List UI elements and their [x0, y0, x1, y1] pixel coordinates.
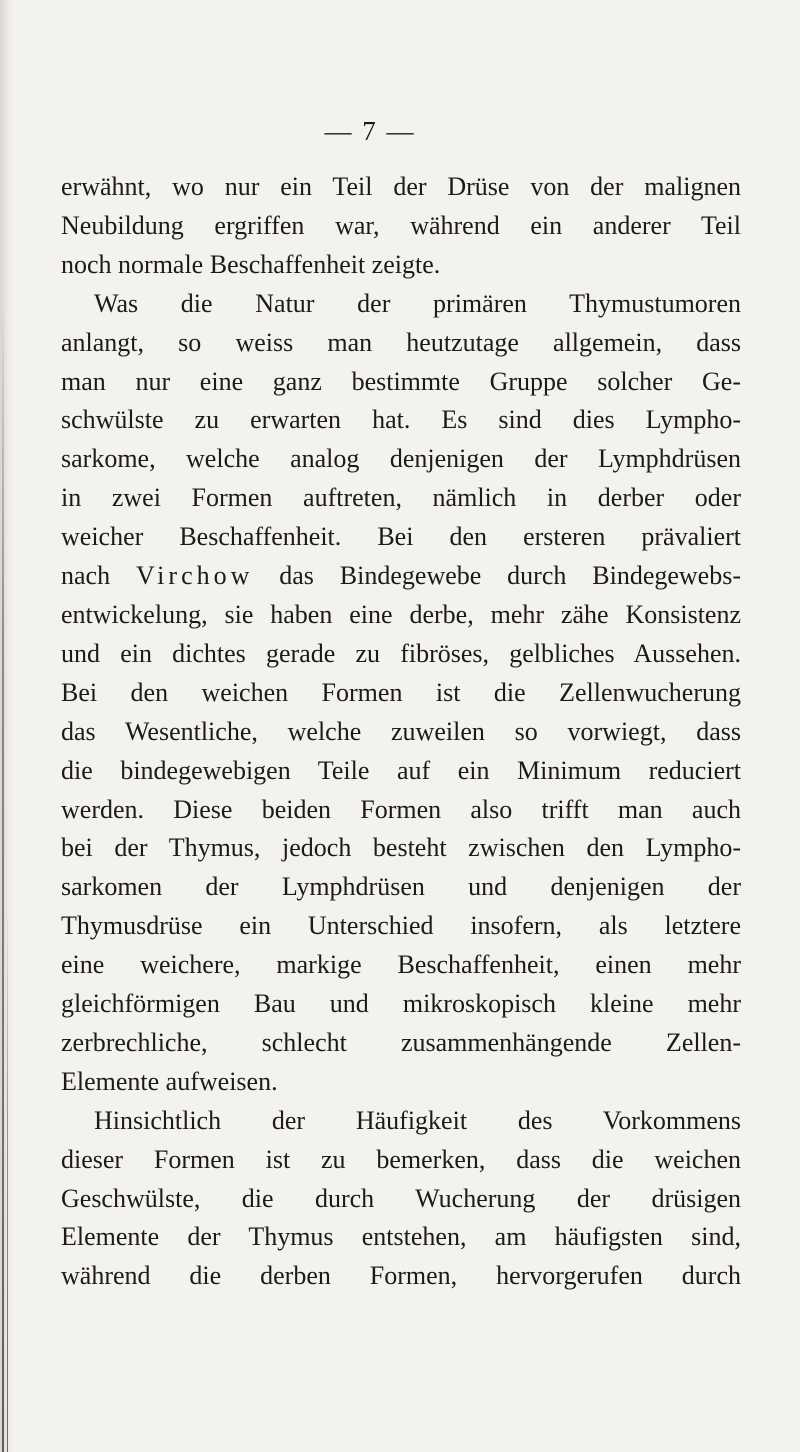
binding-edge-secondary — [7, 900, 8, 1452]
text-line: Neubildung ergriffen war, während ein anderer Teil — [61, 210, 741, 240]
text-line: und ein dichtes gerade zu fibröses, gelbliches Aussehen. — [61, 638, 741, 668]
text-line-virchow — [61, 557, 741, 596]
text-line: man nur eine ganz bestimmte Gruppe solcher Ge- — [61, 366, 741, 396]
text-line: in zwei Formen auftreten, nämlich in derber oder — [61, 483, 741, 513]
text-line: Bei den weichen Formen ist die Zellenwucherung — [61, 677, 741, 707]
text-line: zerbrechliche, schlecht zusammenhängende Zellen- — [61, 1027, 741, 1057]
text-line: anlangt, so weiss man heutzutage allgemein, dass — [61, 327, 741, 357]
text-line: Thymusdrüse ein Unterschied insofern, als letztere — [61, 911, 741, 941]
text-line: eine weichere, markige Beschaffenheit, einen mehr — [61, 950, 741, 980]
text-line: Elemente aufweisen. — [61, 1066, 278, 1096]
text-line: sarkomen der Lymphdrüsen und denjenigen der — [61, 872, 741, 902]
text-fragment: nach — [61, 561, 136, 591]
text-line: Was die Natur der primären Thymustumoren — [94, 288, 741, 318]
text-line: bei der Thymus, jedoch besteht zwischen den Lympho- — [61, 833, 741, 863]
text-line: entwickelung, sie haben eine derbe, mehr zähe Konsistenz — [61, 599, 741, 629]
text-line: während die derben Formen, hervorgerufen durch — [61, 1261, 741, 1291]
text-line: das Wesentliche, welche zuweilen so vorwiegt, dass — [61, 716, 741, 746]
text-fragment: das Bindegewebe durch Bindegewebs- — [253, 561, 741, 591]
binding-edge — [2, 300, 4, 1452]
text-line: sarkome, welche analog denjenigen der Lymphdrüsen — [61, 444, 741, 474]
text-line: gleichförmigen Bau und mikroskopisch kleine mehr — [61, 989, 741, 1019]
text-line: weicher Beschaffenheit. Bei den ersteren prävaliert — [61, 522, 741, 552]
body-text — [61, 168, 741, 1296]
text-line: Geschwülste, die durch Wucherung der drüsigen — [61, 1183, 741, 1213]
text-line: Elemente der Thymus entstehen, am häufigsten sind, — [61, 1222, 741, 1252]
text-line: die bindegewebigen Teile auf ein Minimum reduciert — [61, 755, 741, 785]
text-line: dieser Formen ist zu bemerken, dass die weichen — [61, 1144, 741, 1174]
text-line: schwülste zu erwarten hat. Es sind dies Lympho- — [61, 405, 741, 435]
text-line: werden. Diese beiden Formen also trifft man auch — [61, 794, 741, 824]
text-line: noch normale Beschaffenheit zeigte. — [61, 249, 441, 279]
text-line: erwähnt, wo nur ein Teil der Drüse von der malignen — [61, 172, 741, 201]
text-line: Hinsichtlich der Häufigkeit des Vorkommens — [94, 1105, 741, 1135]
author-name: Virchow — [135, 561, 254, 591]
page-number: — 7 — — [324, 116, 416, 146]
